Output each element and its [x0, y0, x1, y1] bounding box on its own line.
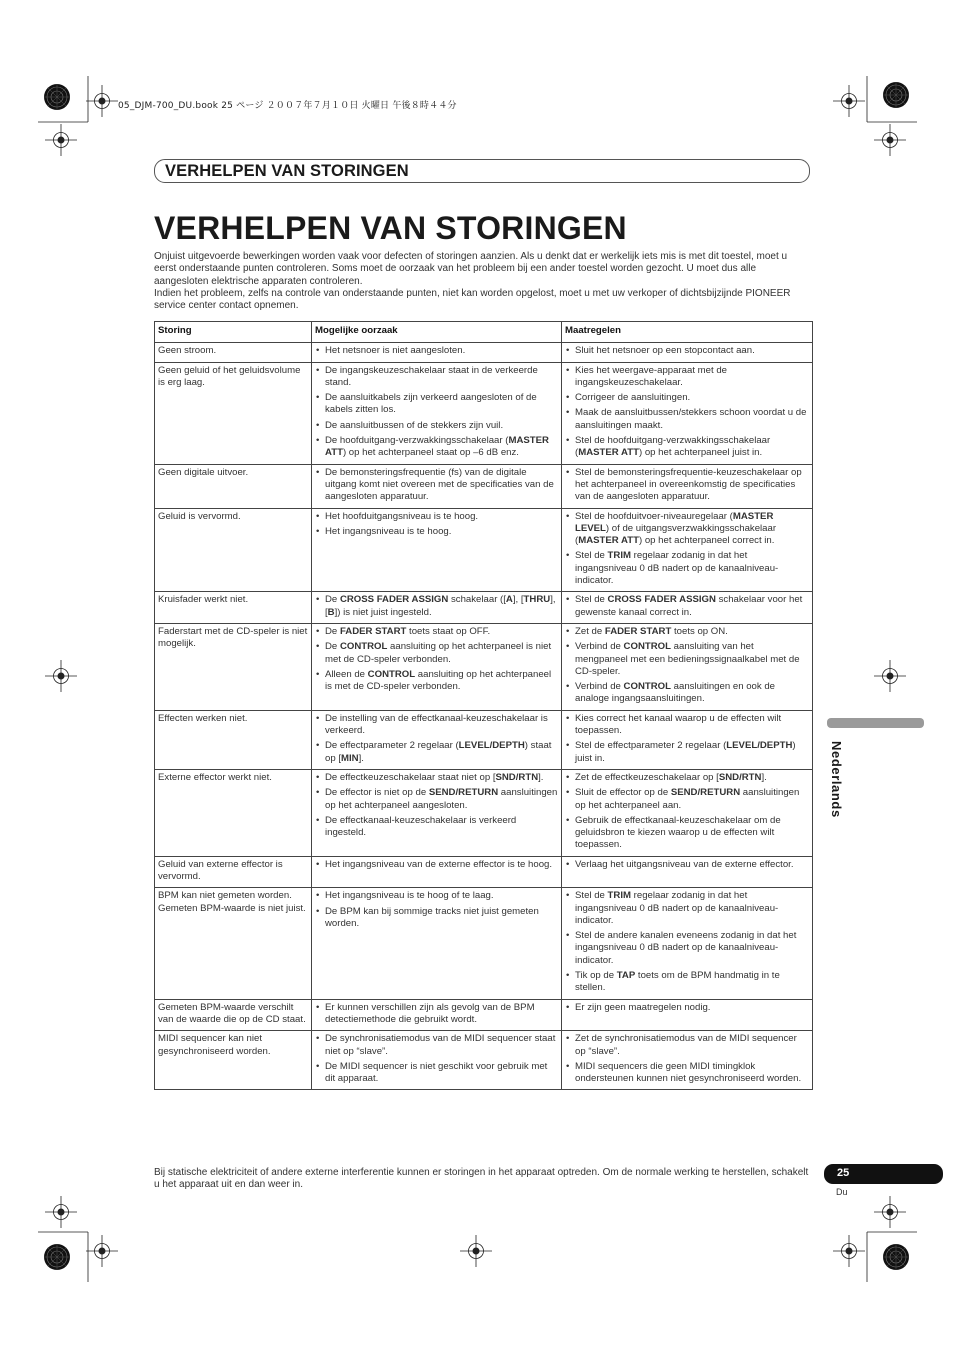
table-row: [155, 710, 813, 769]
table-row: [155, 856, 813, 888]
cause-cell: [312, 592, 562, 624]
remedy-item: • Stel de TRIM regelaar zodanig in dat het ingangsniveau 0 dB nadert op de kanaalniveau-indicator.: [565, 550, 809, 587]
language-tab-bar: [827, 718, 924, 728]
footnote: Bij statische elektriciteit of andere externe interferentie kunnen er storingen in het apparaat optreden. Om de normale werking te herstellen, schakelt u het apparaat uit en dan weer in.: [154, 1167, 809, 1191]
table-row: [155, 999, 813, 1031]
cause-item: • De effectkeuzeschakelaar staat niet op [SND/RTN].: [315, 772, 558, 784]
print-file-header: 05_DJM-700_DU.book 25 ページ ２００７年７月１０日 火曜日 午後８時４４分: [118, 101, 457, 111]
cause-item: • De MIDI sequencer is niet geschikt voor gebruik met dit apparaat.: [315, 1061, 558, 1086]
cause-list: [315, 511, 558, 539]
remedy-item: • Zet de FADER START toets op ON.: [565, 626, 809, 638]
remedy-cell: [562, 1031, 813, 1090]
remedy-list: [565, 626, 809, 706]
remedy-item: • Stel de hoofduitvoer-niveauregelaar (MASTER LEVEL) of de uitgangsverzwakkingsschakelaar (MASTER ATT) op het achterpaneel correct in.: [565, 511, 809, 548]
cause-item: • Het ingangsniveau is te hoog of te laag.: [315, 890, 558, 902]
remedy-cell: [562, 856, 813, 888]
remedy-item: • Verbind de CONTROL aansluiting van het mengpaneel met een bedieningssignaalkabel met de CD-speler.: [565, 641, 809, 678]
cause-list: [315, 772, 558, 839]
intro-paragraph: Indien het probleem, zelfs na controle van onderstaande punten, niet kan worden opgelost, moet u met uw verkoper of dichtsbijzijnde PIONEER service center contact opnemen.: [154, 287, 791, 312]
page-number: 25: [837, 1167, 850, 1179]
header-maatregelen: Maatregelen: [562, 322, 813, 343]
table-row: [155, 623, 813, 710]
table-row: [155, 464, 813, 508]
page-language-code: Du: [836, 1187, 848, 1197]
cause-item: • Het netsnoer is niet aangesloten.: [315, 345, 558, 357]
table-row: [155, 508, 813, 592]
cause-list: [315, 713, 558, 765]
symptom-cell: [155, 343, 312, 362]
remedy-cell: [562, 343, 813, 362]
cause-list: [315, 594, 558, 619]
remedy-item: • Verlaag het uitgangsniveau van de externe effector.: [565, 859, 809, 871]
cause-cell: [312, 343, 562, 362]
remedy-item: • Gebruik de effectkanaal-keuzeschakelaar om de geluidsbron te kiezen waarop u de effecten wilt toepassen.: [565, 815, 809, 852]
symptom-text: Effecten werken niet.: [158, 712, 248, 724]
table-row: [155, 592, 813, 624]
cause-item: • De ingangskeuzeschakelaar staat in de verkeerde stand.: [315, 365, 558, 390]
symptom-text: Gemeten BPM-waarde is niet juist.: [158, 902, 306, 914]
cause-item: • De CROSS FADER ASSIGN schakelaar ([A], [THRU], [B]) is niet juist ingesteld.: [315, 594, 558, 619]
cause-cell: [312, 710, 562, 769]
troubleshooting-table: [154, 321, 813, 1090]
symptom-text: Geluid is vervormd.: [158, 510, 241, 522]
cause-item: • De bemonsteringsfrequentie (fs) van de digitale uitgang komt niet overeen met de specificaties van de aangesloten apparatuur.: [315, 467, 558, 504]
cause-list: [315, 467, 558, 504]
remedy-item: • Zet de synchronisatiemodus van de MIDI sequencer op “slave”.: [565, 1033, 809, 1058]
cause-cell: [312, 999, 562, 1031]
remedy-item: • Stel de TRIM regelaar zodanig in dat het ingangsniveau 0 dB nadert op de kanaalniveau-indicator.: [565, 890, 809, 927]
remedy-list: [565, 1033, 809, 1085]
remedy-list: [565, 713, 809, 765]
remedy-item: • Zet de effectkeuzeschakelaar op [SND/RTN].: [565, 772, 809, 784]
remedy-cell: [562, 464, 813, 508]
intro-text: [154, 251, 812, 312]
cause-item: • De FADER START toets staat op OFF.: [315, 626, 558, 638]
cause-cell: [312, 856, 562, 888]
table-row: [155, 343, 813, 362]
remedy-cell: [562, 769, 813, 856]
table-header-row: [155, 322, 813, 343]
remedy-item: • Stel de CROSS FADER ASSIGN schakelaar voor het gewenste kanaal correct in.: [565, 594, 809, 619]
remedy-list: [565, 345, 809, 357]
remedy-item: • Stel de effectparameter 2 regelaar (LEVEL/DEPTH) juist in.: [565, 740, 809, 765]
remedy-cell: [562, 710, 813, 769]
cause-cell: [312, 1031, 562, 1090]
remedy-list: [565, 467, 809, 504]
section-banner-label: VERHELPEN VAN STORINGEN: [165, 162, 409, 180]
remedy-list: [565, 1002, 809, 1014]
cause-cell: [312, 362, 562, 464]
symptom-cell: [155, 623, 312, 710]
symptom-cell: [155, 888, 312, 999]
remedy-cell: [562, 508, 813, 592]
remedy-item: • MIDI sequencers die geen MIDI timingklok ondersteunen kunnen niet gesynchroniseerd worden.: [565, 1061, 809, 1086]
symptom-text: BPM kan niet gemeten worden.: [158, 890, 292, 902]
symptom-text: Geen stroom.: [158, 345, 217, 357]
symptom-cell: [155, 464, 312, 508]
symptom-cell: [155, 1031, 312, 1090]
remedy-item: • Stel de andere kanalen eveneens zodanig in dat het ingangsniveau 0 dB nadert op de kanaalniveau-indicator.: [565, 930, 809, 967]
cause-item: • De aansluitkabels zijn verkeerd aangesloten of de kabels zitten los.: [315, 392, 558, 417]
symptom-text: Kruisfader werkt niet.: [158, 594, 249, 606]
cause-list: [315, 859, 558, 871]
page-title: VERHELPEN VAN STORINGEN: [154, 210, 627, 246]
remedy-item: • Corrigeer de aansluitingen.: [565, 392, 809, 404]
symptom-text: Gemeten BPM-waarde verschilt van de waarde die op de CD staat.: [158, 1001, 306, 1025]
cause-item: • De hoofduitgang-verzwakkingsschakelaar (MASTER ATT) op het achterpaneel staat op –6 dB enz.: [315, 435, 558, 460]
symptom-cell: [155, 362, 312, 464]
symptom-text: Geen geluid of het geluidsvolume is erg laag.: [158, 364, 301, 388]
cause-list: [315, 890, 558, 930]
remedy-item: • Kies correct het kanaal waarop u de effecten wilt toepassen.: [565, 713, 809, 738]
cause-cell: [312, 623, 562, 710]
table-row: [155, 769, 813, 856]
remedy-item: • Sluit de effector op de SEND/RETURN aansluitingen op het achterpaneel aan.: [565, 787, 809, 812]
remedy-list: [565, 365, 809, 460]
cause-item: • Het ingangsniveau van de externe effector is te hoog.: [315, 859, 558, 871]
table-row: [155, 1031, 813, 1090]
symptom-cell: [155, 508, 312, 592]
cause-list: [315, 626, 558, 693]
cause-list: [315, 1033, 558, 1085]
symptom-cell: [155, 710, 312, 769]
remedy-item: • Er zijn geen maatregelen nodig.: [565, 1002, 809, 1014]
cause-item: • De effectparameter 2 regelaar (LEVEL/DEPTH) staat op [MIN].: [315, 740, 558, 765]
remedy-cell: [562, 888, 813, 999]
table-row: [155, 362, 813, 464]
remedy-list: [565, 890, 809, 994]
cause-cell: [312, 464, 562, 508]
cause-item: • Er kunnen verschillen zijn als gevolg van de BPM detectiemethode die gebruikt wordt.: [315, 1002, 558, 1027]
remedy-list: [565, 511, 809, 588]
remedy-list: [565, 594, 809, 619]
symptom-cell: [155, 999, 312, 1031]
remedy-cell: [562, 592, 813, 624]
remedy-list: [565, 772, 809, 852]
cause-item: • De CONTROL aansluiting op het achterpaneel is niet met de CD-speler verbonden.: [315, 641, 558, 666]
cause-cell: [312, 769, 562, 856]
cause-cell: [312, 508, 562, 592]
cause-item: • De instelling van de effectkanaal-keuzeschakelaar is verkeerd.: [315, 713, 558, 738]
header-oorzaak: Mogelijke oorzaak: [312, 322, 562, 343]
remedy-cell: [562, 999, 813, 1031]
symptom-text: Externe effector werkt niet.: [158, 771, 272, 783]
cause-list: [315, 1002, 558, 1027]
cause-item: • De effectkanaal-keuzeschakelaar is verkeerd ingesteld.: [315, 815, 558, 840]
cause-list: [315, 345, 558, 357]
cause-item: • Het hoofduitgangsniveau is te hoog.: [315, 511, 558, 523]
remedy-item: • Maak de aansluitbussen/stekkers schoon voordat u de aansluitingen maakt.: [565, 407, 809, 432]
cause-item: • Het ingangsniveau is te hoog.: [315, 526, 558, 538]
cause-item: • De synchronisatiemodus van de MIDI sequencer staat niet op “slave”.: [315, 1033, 558, 1058]
symptom-text: MIDI sequencer kan niet gesynchroniseerd worden.: [158, 1033, 271, 1057]
symptom-cell: [155, 592, 312, 624]
remedy-cell: [562, 623, 813, 710]
cause-item: • De BPM kan bij sommige tracks niet juist gemeten worden.: [315, 906, 558, 931]
remedy-item: • Verbind de CONTROL aansluitingen en ook de analoge ingangsaansluitingen.: [565, 681, 809, 706]
remedy-item: • Tik op de TAP toets om de BPM handmatig in te stellen.: [565, 970, 809, 995]
symptom-text: Geluid van externe effector is vervormd.: [158, 858, 283, 882]
header-storing: Storing: [155, 322, 312, 343]
remedy-item: • Kies het weergave-apparaat met de ingangskeuzeschakelaar.: [565, 365, 809, 390]
cause-item: • Alleen de CONTROL aansluiting op het achterpaneel is met de CD-speler verbonden.: [315, 669, 558, 694]
cause-list: [315, 365, 558, 460]
remedy-item: • Stel de bemonsteringsfrequentie-keuzeschakelaar op het achterpaneel in overeenkomstig de specificaties van de aangesloten apparatuur.: [565, 467, 809, 504]
cause-item: • De aansluitbussen of de stekkers zijn vuil.: [315, 420, 558, 432]
language-tab-label: Nederlands: [829, 741, 844, 818]
symptom-text: Faderstart met de CD-speler is niet mogelijk.: [158, 625, 308, 650]
remedy-cell: [562, 362, 813, 464]
symptom-text: Geen digitale uitvoer.: [158, 466, 249, 478]
cause-item: • De effector is niet op de SEND/RETURN aansluitingen op het achterpaneel aangesloten.: [315, 787, 558, 812]
remedy-item: • Sluit het netsnoer op een stopcontact aan.: [565, 345, 809, 357]
section-banner: [154, 159, 810, 183]
table-row: [155, 888, 813, 999]
symptom-cell: [155, 769, 312, 856]
intro-paragraph: Onjuist uitgevoerde bewerkingen worden vaak voor defecten of storingen aanzien. Als u denkt dat er werkelijk iets mis is met dit toestel, moet u eerst onderstaande punten controleren. Soms moet de oorzaak van het probleem bij een ander toestel worden gezocht. U moet dus alle aangesloten elektrische apparaten controleren.: [154, 251, 788, 287]
remedy-item: • Stel de hoofduitgang-verzwakkingsschakelaar (MASTER ATT) op het achterpaneel juist in.: [565, 435, 809, 460]
symptom-cell: [155, 856, 312, 888]
remedy-list: [565, 859, 809, 871]
cause-cell: [312, 888, 562, 999]
